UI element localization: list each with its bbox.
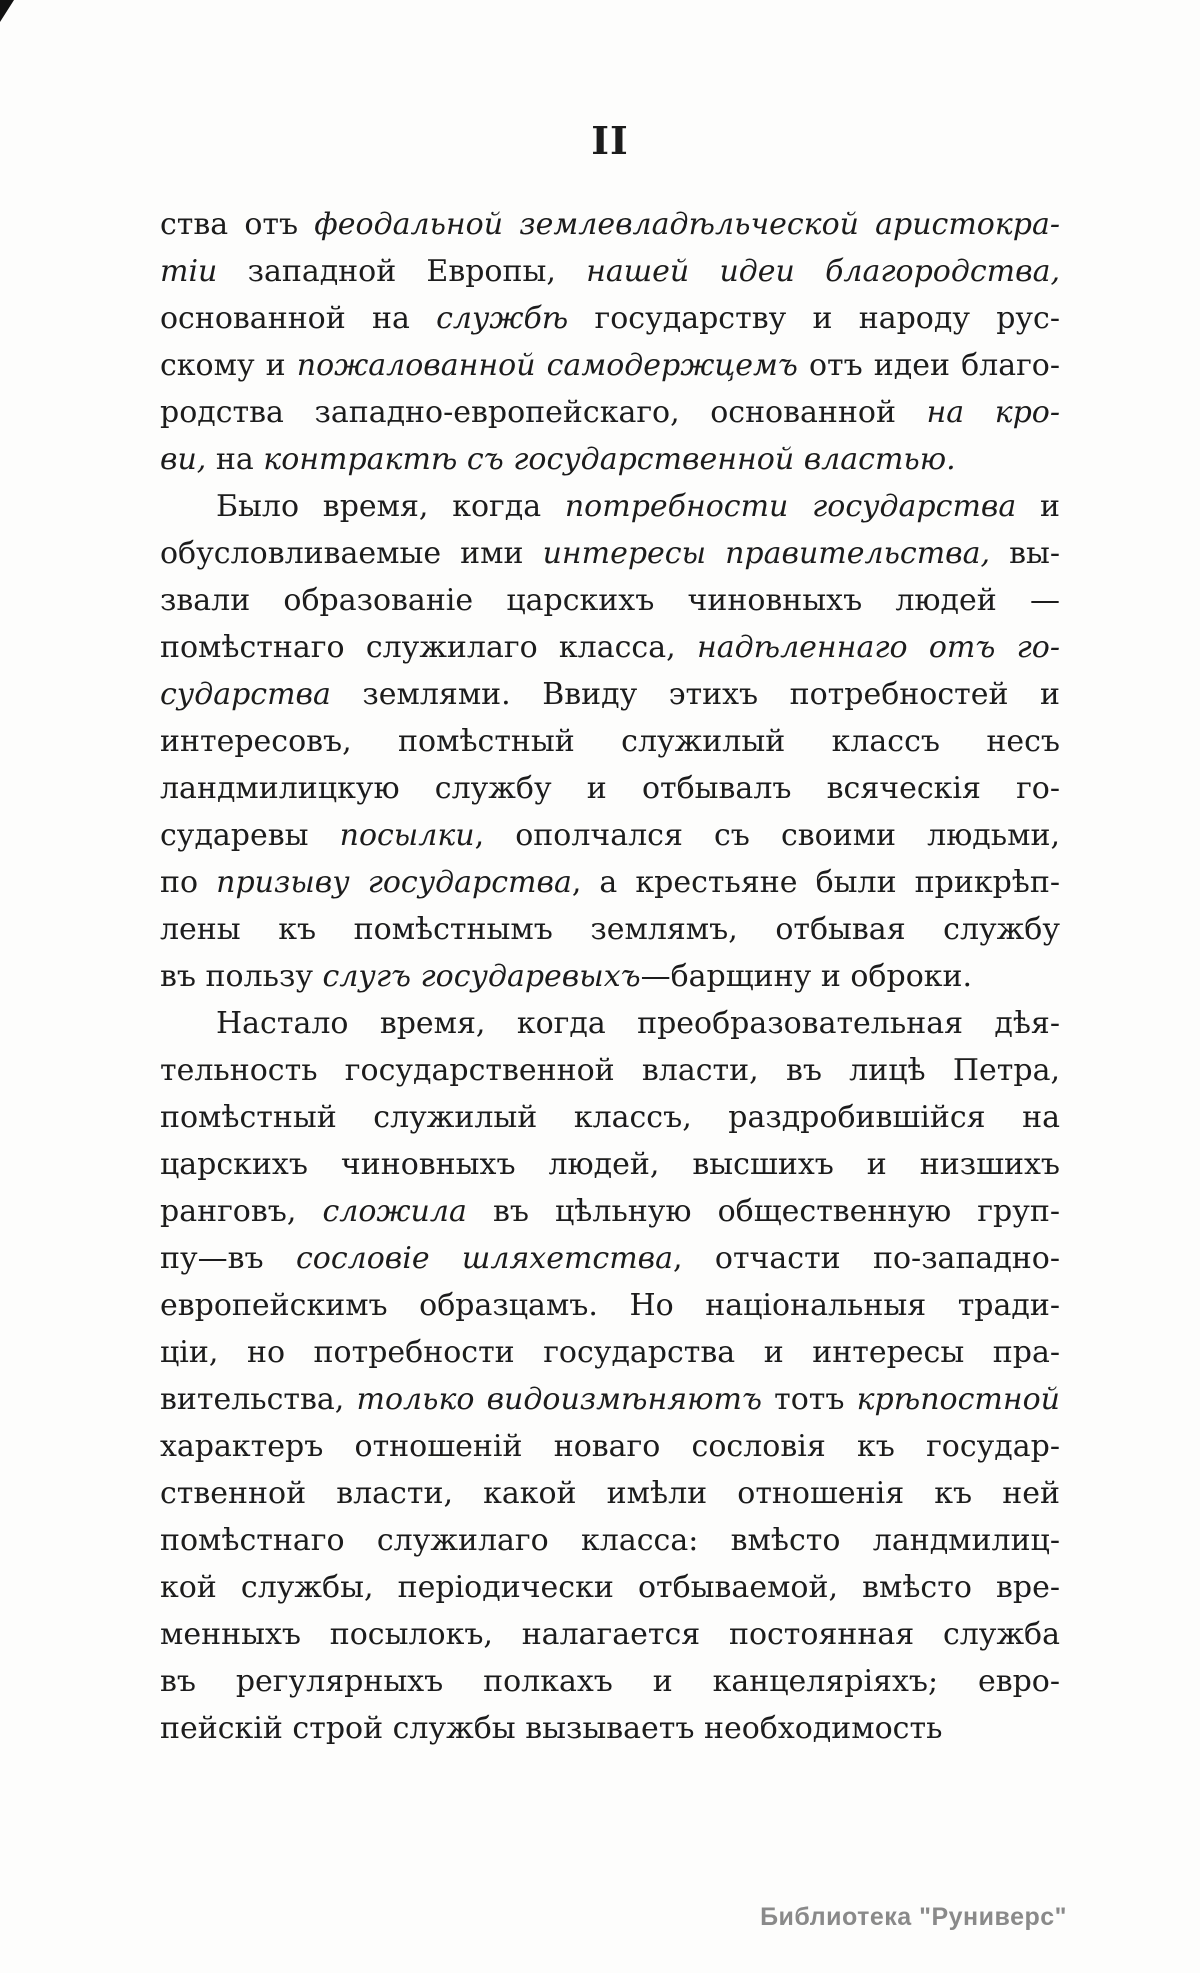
- text-line: [160, 248, 1060, 295]
- text-line: [160, 1470, 1060, 1517]
- text-line: [160, 1047, 1060, 1094]
- scan-artifact: [0, 0, 14, 22]
- italic-run: службѣ: [436, 301, 595, 336]
- italic-run: сословіе шляхетства: [295, 1241, 674, 1276]
- page-number: II: [591, 118, 629, 163]
- text-line: [160, 671, 1060, 718]
- roman-run: интересовъ, помѣстный служилый классъ несъ: [160, 724, 1060, 759]
- roman-run: европейскимъ образцамъ. Но національныя тради-: [160, 1288, 1060, 1323]
- text-line: [160, 624, 1060, 671]
- roman-run: вительства,: [160, 1382, 357, 1417]
- italic-run: феодальной землевладѣльческой аристокра-: [314, 207, 1060, 242]
- roman-run: характеръ отношеній новаго сословія къ государ-: [160, 1429, 1060, 1464]
- text-line: [160, 389, 1060, 436]
- text-line: [160, 1423, 1060, 1470]
- library-watermark: Библиотека "Руниверс": [760, 1903, 1067, 1931]
- italic-run: призыву государства: [216, 865, 572, 900]
- text-line: [160, 1235, 1060, 1282]
- italic-run: сударства: [160, 677, 363, 712]
- roman-run: ственной власти, какой имѣли отношенія къ ней: [160, 1476, 1060, 1511]
- roman-run: обусловливаемые ими: [160, 536, 543, 571]
- roman-run: землями. Ввиду этихъ потребностей и: [362, 677, 1060, 712]
- text-line: [160, 1329, 1060, 1376]
- roman-run: родства западно-европейскаго, основанной: [160, 395, 927, 430]
- roman-run: звали образованіе царскихъ чиновныхъ людей —: [160, 583, 1060, 618]
- italic-run: слугъ государевыхъ: [322, 959, 641, 994]
- italic-run: надѣленнаго отъ го-: [696, 630, 1060, 665]
- text-line: [160, 765, 1060, 812]
- text-line: [160, 201, 1060, 248]
- text-line: [160, 1517, 1060, 1564]
- roman-run: отъ идеи благо-: [808, 348, 1061, 383]
- text-line: [160, 718, 1060, 765]
- text-line: [160, 483, 1060, 530]
- roman-run: пу—въ: [160, 1241, 296, 1276]
- roman-run: тельность государственной власти, въ лицѣ Петра,: [160, 1053, 1060, 1088]
- text-line: [160, 295, 1060, 342]
- roman-run: государству и народу рус-: [594, 301, 1060, 336]
- roman-run: скому и: [160, 348, 297, 383]
- roman-run: ранговъ,: [160, 1194, 323, 1229]
- roman-run: , ополчался съ своими людьми,: [474, 818, 1060, 853]
- roman-run: по: [160, 865, 217, 900]
- roman-run: основанной на: [160, 301, 437, 336]
- italic-run: тіи: [160, 254, 248, 289]
- italic-run: посылки: [339, 818, 475, 853]
- italic-run: пожалованной самодержцемъ: [296, 348, 809, 383]
- roman-run: ціи, но потребности государства и интересы пра-: [160, 1335, 1060, 1370]
- roman-run: менныхъ посылокъ, налагается постоянная служба: [160, 1617, 1060, 1652]
- italic-run: крѣпостной: [856, 1382, 1060, 1417]
- text-line: [160, 1376, 1060, 1423]
- roman-run: помѣстнаго служилаго класса,: [160, 630, 697, 665]
- text-line: [160, 342, 1060, 389]
- roman-run: кой службы, періодически отбываемой, вмѣсто вре-: [160, 1570, 1060, 1605]
- roman-run: и: [1040, 489, 1060, 524]
- text-line: [160, 1188, 1060, 1235]
- roman-run: въ регулярныхъ полкахъ и канцеляріяхъ; евро-: [160, 1664, 1060, 1699]
- text-line: [160, 1000, 1060, 1047]
- roman-run: тотъ: [774, 1382, 857, 1417]
- roman-run: помѣстный служилый классъ, раздробившійся на: [160, 1100, 1060, 1135]
- text-line: [160, 859, 1060, 906]
- text-line: [160, 1564, 1060, 1611]
- text-line: [160, 906, 1060, 953]
- roman-run: , отчасти по-западно-: [673, 1241, 1060, 1276]
- roman-run: вы-: [1009, 536, 1061, 571]
- italic-run: только видоизмѣняютъ: [356, 1382, 775, 1417]
- roman-run: сударевы: [160, 818, 340, 853]
- roman-run: ландмилицкую службу и отбывалъ всяческія го-: [160, 771, 1060, 806]
- roman-run: на: [215, 442, 264, 477]
- italic-run: на кро-: [926, 395, 1061, 430]
- italic-run: сложила: [322, 1194, 493, 1229]
- roman-run: —барщину и оброки.: [640, 959, 973, 994]
- text-line: [160, 1282, 1060, 1329]
- text-line: [160, 1611, 1060, 1658]
- roman-run: ства отъ: [160, 207, 315, 242]
- text-line: [160, 953, 1060, 1000]
- italic-run: ви,: [160, 442, 216, 477]
- text-line: [160, 812, 1060, 859]
- italic-run: нашей идеи благородства,: [586, 254, 1061, 289]
- roman-run: западной Европы,: [247, 254, 587, 289]
- roman-run: Настало время, когда преобразовательная дѣя-: [216, 1006, 1060, 1041]
- roman-run: Было время, когда: [216, 489, 565, 524]
- page-text: [160, 201, 1060, 1752]
- text-line: [160, 1094, 1060, 1141]
- roman-run: , а крестьяне были прикрѣп-: [571, 865, 1060, 900]
- text-line: [160, 436, 1060, 483]
- text-line: [160, 1141, 1060, 1188]
- roman-run: пейскій строй службы вызываетъ необходимость: [160, 1711, 943, 1746]
- roman-run: помѣстнаго служилаго класса: вмѣсто ландмилиц-: [160, 1523, 1060, 1558]
- text-line: [160, 1705, 1060, 1752]
- roman-run: лены къ помѣстнымъ землямъ, отбывая службу: [160, 912, 1060, 947]
- italic-run: интересы правительства,: [542, 536, 1010, 571]
- text-line: [160, 577, 1060, 624]
- italic-run: контрактѣ съ государственной властью.: [263, 442, 956, 477]
- text-line: [160, 530, 1060, 577]
- roman-run: въ пользу: [160, 959, 323, 994]
- italic-run: потребности государства: [564, 489, 1040, 524]
- text-line: [160, 1658, 1060, 1705]
- roman-run: царскихъ чиновныхъ людей, высшихъ и низшихъ: [160, 1147, 1060, 1182]
- roman-run: въ цѣльную общественную груп-: [492, 1194, 1060, 1229]
